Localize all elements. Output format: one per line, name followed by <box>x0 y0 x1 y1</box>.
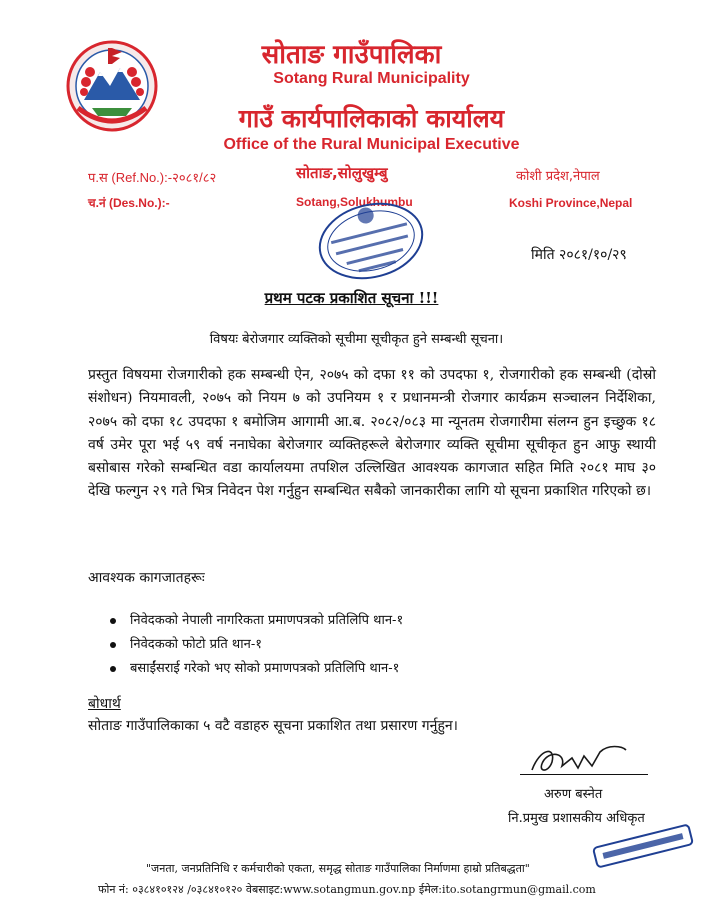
list-item <box>110 610 403 628</box>
notice-body: प्रस्तुत विषयमा रोजगारीको हक सम्बन्धी ऐन, २०७५ को दफा ११ को उपदफा १, रोजगारीको हक सम्बन्धी (दोस्रो संशोधन) नियमावली, २०७५ को नियम ७ को उपनियम १ र प्रधानमन्त्री रोजगार कार्यक्रम सञ्चालन निर्देशिका, २०७५ को दफा १८ उपदफा १ बमोजिम आगामी आ.ब. २०८२/०८३ मा न्यूनतम रोजगारीमा संलग्न हुन इच्छुक १८ वर्ष उमेर पूरा भई ५९ वर्ष ननाघेका बेरोजगार व्यक्तिहरूले बेरोजगार व्यक्ति सूचीमा सूचीकृत हुन आफु स्थायी बसोबास गरेको सम्बन्धित वडा कार्यालयमा तपशिल उल्लिखित आवश्यक कागजात सहित मिति २०८१ माघ ३० देखि फल्गुन २९ गते भित्र निवेदन पेश गर्नुहुन सम्बन्धित सबैको जानकारीका लागि यो सूचना प्रकाशित गरिएको छ। <box>88 367 656 500</box>
office-name-ne: गाउँ कार्यपालिकाको कार्यालय <box>238 104 505 133</box>
municipality-name-ne: सोताङ गाउँपालिका <box>261 40 442 70</box>
handwritten-signature-icon <box>522 740 632 782</box>
province-en: Koshi Province,Nepal <box>509 196 633 210</box>
location-ne: सोताङ,सोलुखुम्बु <box>296 164 388 182</box>
municipality-name-en: Sotang Rural Municipality <box>273 70 470 87</box>
notice-subject: विषयः बेरोजगार व्यक्तिको सूचीमा सूचीकृत हुने सम्बन्धी सूचना। <box>209 332 504 347</box>
cc-heading: बोधार्थ <box>88 696 121 712</box>
signatory-name: अरुण बस्नेत <box>544 787 603 802</box>
office-seal-icon <box>312 197 430 285</box>
list-item <box>110 658 399 676</box>
bullet-icon <box>110 666 116 672</box>
signatory-designation: नि.प्रमुख प्रशासकीय अधिकृत <box>508 811 645 826</box>
location-en: Sotang,Solukhumbu <box>296 195 413 209</box>
footer-contact: फोन नं: ०३८४१०१२४ /०३८४१०१२० वेबसाइट:www.sotangmun.gov.np ईमेल:ito.sotangrmun@gmail.com <box>98 883 596 896</box>
designation-stamp-icon <box>588 822 698 870</box>
footer-slogan: "जनता, जनप्रतिनिधि र कर्मचारीको एकता, समृद्ध सोताङ गाउँपालिका निर्माणमा हाम्रो प्रतिबद्धता" <box>146 862 530 875</box>
office-name-en: Office of the Rural Municipal Executive <box>223 136 520 153</box>
document-label: निवेदकको नेपाली नागरिकता प्रमाणपत्रको प्रतिलिपि थान-१ <box>130 613 404 628</box>
required-documents-heading: आवश्यक कागजातहरूः <box>88 570 205 586</box>
province-ne: कोशी प्रदेश,नेपाल <box>516 169 600 184</box>
bullet-icon <box>110 642 116 648</box>
cc-text: सोताङ गाउँपालिकाका ५ वटै वडाहरु सूचना प्रकाशित तथा प्रसारण गर्नुहुन। <box>88 718 458 734</box>
list-item <box>110 634 262 652</box>
bullet-icon <box>110 618 116 624</box>
ref-number: प.स (Ref.No.):-२०८१/८२ <box>88 170 217 185</box>
document-label: बसाईंसराई गरेको भए सोको प्रमाणपत्रको प्रतिलिपि थान-१ <box>130 661 400 676</box>
signature-line <box>520 774 648 775</box>
document-label: निवेदकको फोटो प्रति थान-१ <box>130 637 262 652</box>
dispatch-number: च.नं (Des.No.):- <box>88 196 170 210</box>
notice-title: प्रथम पटक प्रकाशित सूचना !!! <box>264 289 439 307</box>
notice-date: मिति २०८१/१०/२९ <box>531 247 627 263</box>
